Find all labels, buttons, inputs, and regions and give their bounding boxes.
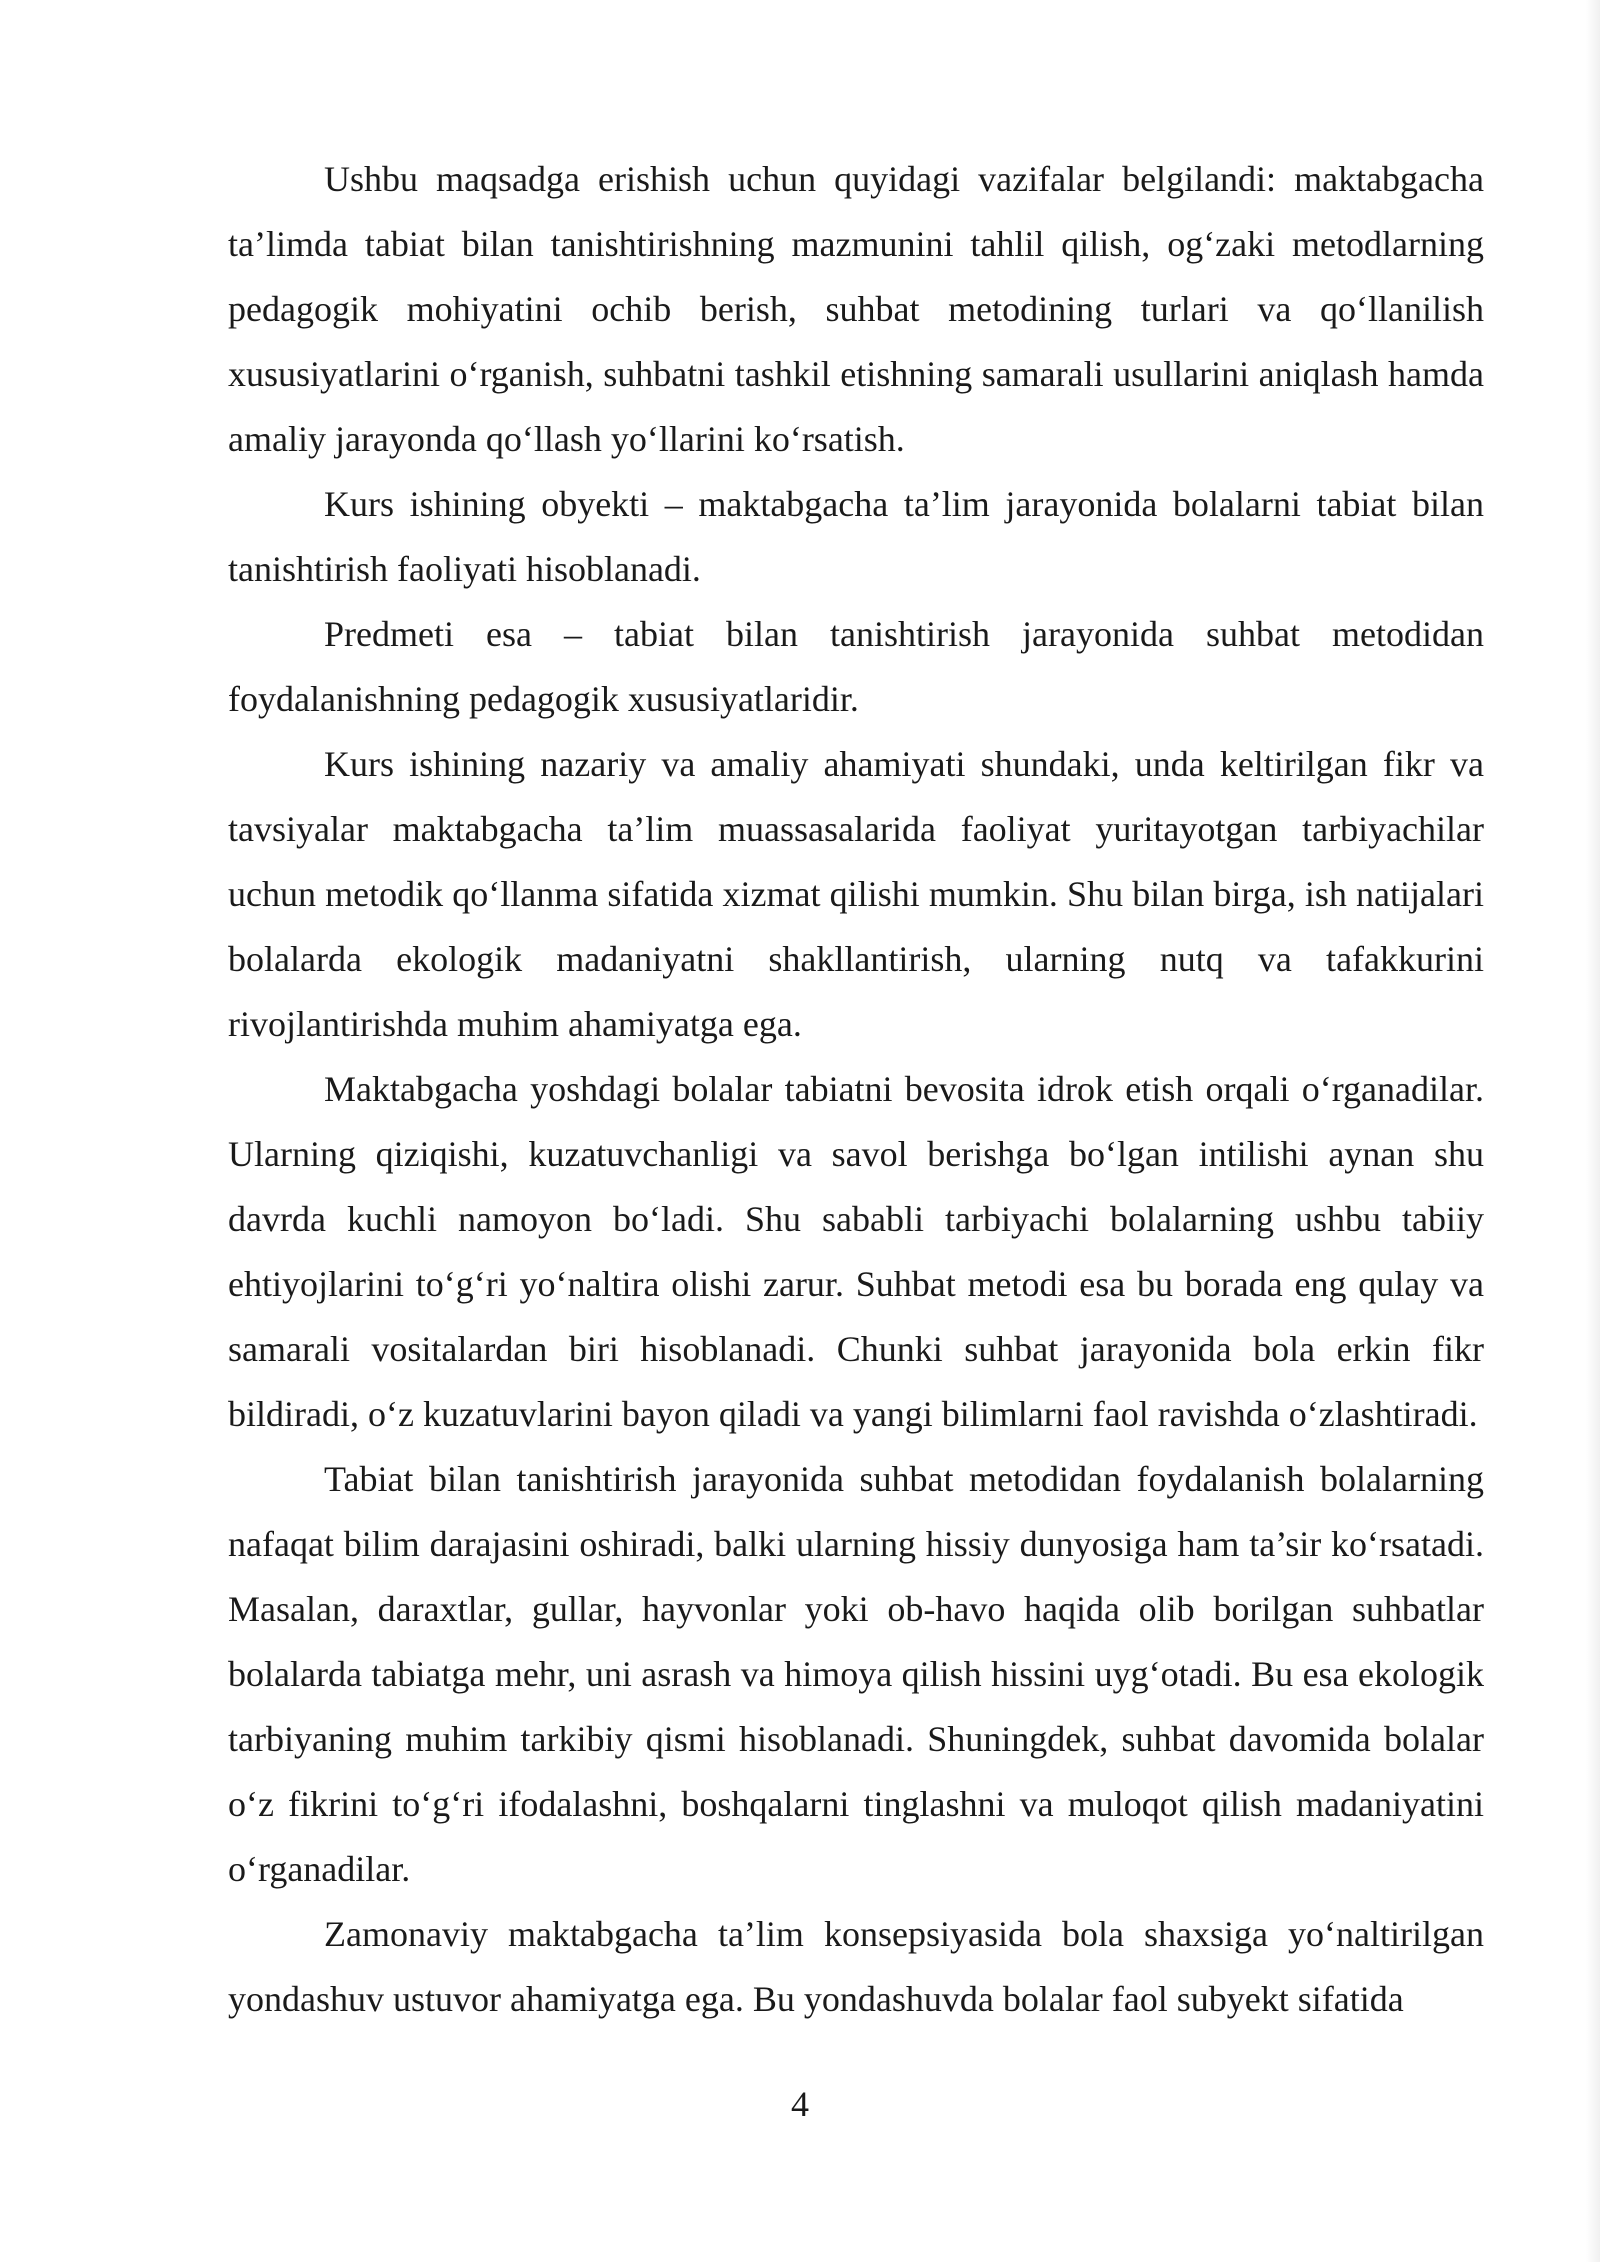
paragraph-significance: Kurs ishining nazariy va amaliy ahamiyati shundaki, unda keltirilgan fikr va tavsiyalar maktabgacha ta’lim muassasalarida faoliyat yuritayotgan tarbiyachilar uchun metodik qo‘llanma sifatida xizmat qilishi mumkin. Shu bilan birga, ish natijalari bolalarda ekologik madaniyatni shakllantirish, ularning nutq va tafakkurini rivojlantirishda muhim ahamiyatga ega. xyxy=(228,744,1484,1044)
paragraph-perception: Maktabgacha yoshdagi bolalar tabiatni bevosita idrok etish orqali o‘rganadilar. Ularning qiziqishi, kuzatuvchanligi va savol berishga bo‘lgan intilishi aynan shu davrda kuchli namoyon bo‘ladi. Shu sababli tarbiyachi bolalarning ushbu tabiiy ehtiyojlarini to‘g‘ri yo‘naltira olishi zarur. Suhbat metodi esa bu borada eng qulay va samarali vositalardan biri hisoblanadi. Chunki suhbat jarayonida bola erkin fikr bildiradi, o‘z kuzatuvlarini bayon qiladi va yangi bilimlarni faol ravishda o‘zlashtiradi. xyxy=(228,1069,1484,1434)
paragraph-object: Kurs ishining obyekti – maktabgacha ta’lim jarayonida bolalarni tabiat bilan tanishtirish faoliyati hisoblanadi. xyxy=(228,484,1484,589)
paragraph-subject: Predmeti esa – tabiat bilan tanishtirish jarayonida suhbat metodidan foydalanishning pedagogik xususiyatlaridir. xyxy=(228,614,1484,719)
page-number: 4 xyxy=(791,2084,809,2124)
page-edge-shadow xyxy=(1586,0,1600,2262)
paragraph-modern-concept: Zamonaviy maktabgacha ta’lim konsepsiyasida bola shaxsiga yo‘naltirilgan yondashuv ustuvor ahamiyatga ega. Bu yondashuvda bolalar faol subyekt sifatida xyxy=(228,1914,1484,2019)
body-text xyxy=(228,147,1484,2032)
paragraph-objectives: Ushbu maqsadga erishish uchun quyidagi vazifalar belgilandi: maktabgacha ta’limda tabiat bilan tanishtirishning mazmunini tahlil qilish, og‘zaki metodlarning pedagogik mohiyatini ochib berish, suhbat metodining turlari va qo‘llanilish xususiyatlarini o‘rganish, suhbatni tashkil etishning samarali usullarini aniqlash hamda amaliy jarayonda qo‘llash yo‘llarini ko‘rsatish. xyxy=(228,159,1484,459)
paragraph-conversation-effects: Tabiat bilan tanishtirish jarayonida suhbat metodidan foydalanish bolalarning nafaqat bilim darajasini oshiradi, balki ularning hissiy dunyosiga ham ta’sir ko‘rsatadi. Masalan, daraxtlar, gullar, hayvonlar yoki ob-havo haqida olib borilgan suhbatlar bolalarda tabiatga mehr, uni asrash va himoya qilish hissini uyg‘otadi. Bu esa ekologik tarbiyaning muhim tarkibiy qismi hisoblanadi. Shuningdek, suhbat davomida bolalar o‘z fikrini to‘g‘ri ifodalashni, boshqalarni tinglashni va muloqot qilish madaniyatini o‘rganadilar. xyxy=(228,1459,1484,1889)
